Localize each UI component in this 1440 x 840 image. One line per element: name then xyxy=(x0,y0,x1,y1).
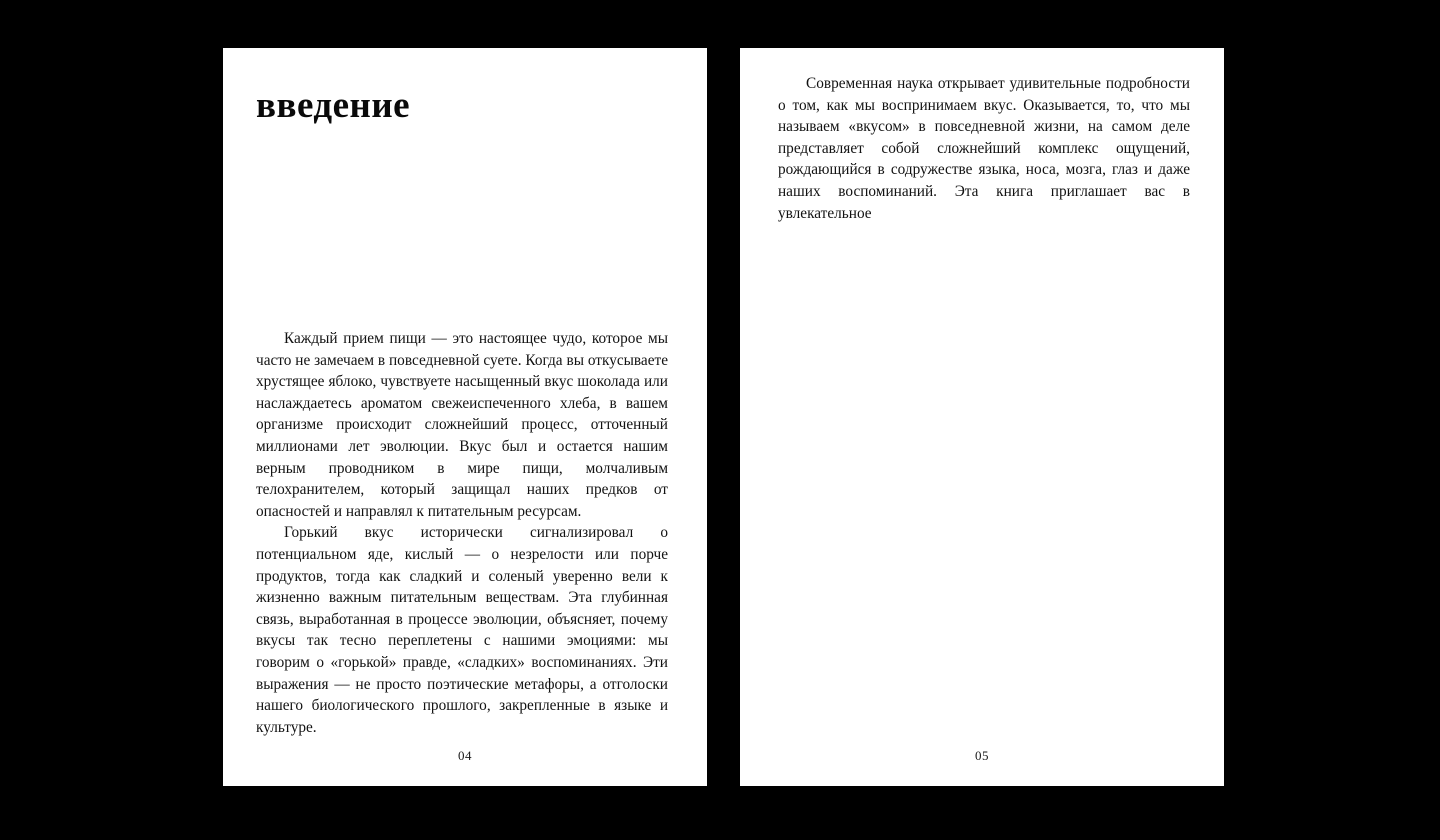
page-number-left: 04 xyxy=(458,748,472,763)
page-title: введение xyxy=(256,85,411,126)
left-page-body xyxy=(256,328,668,738)
paragraph: Современная наука открывает удивительные подробности о том, как мы воспринимаем вкус. Оказывается, то, что мы называем «вкусом» в повседневной жизни, на самом деле представляет собой сложнейший комплекс ощущений, рождающийся в содружестве языка, носа, мозга, глаз и даже наших воспоминаний. Эта книга приглашает вас в увлекательное xyxy=(778,75,1190,222)
left-page xyxy=(223,48,707,786)
paragraph: Горький вкус исторически сигнализировал о потенциальном яде, кислый — о незрелости или порче продуктов, тогда как сладкий и соленый уверенно вели к жизненно важным питательным веществам. Эта глубинная связь, выработанная в процессе эволюции, объясняет, почему вкусы так тесно переплетены с нашими эмоциями: мы говорим о «горькой» правде, «сладких» воспоминаниях. Эти выражения — не просто поэтические метафоры, а отголоски нашего биологического прошлого, закрепленные в языке и культуре. xyxy=(256,524,668,736)
left-page-content xyxy=(223,48,707,786)
right-page-body xyxy=(778,73,1190,224)
page-number-right: 05 xyxy=(975,748,989,763)
right-page xyxy=(740,48,1224,786)
right-page-content xyxy=(740,48,1224,786)
paragraph: Каждый прием пищи — это настоящее чудо, которое мы часто не замечаем в повседневной суете. Когда вы откусываете хрустящее яблоко, чувствуете насыщенный вкус шоколада или наслаждаетесь ароматом свежеиспеченного хлеба, в вашем организме происходит сложнейший процесс, отточенный миллионами лет эволюции. Вкус был и остается нашим верным проводником в мире пищи, молчаливым телохранителем, который защищал наших предков от опасностей и направлял к питательным ресурсам. xyxy=(256,330,668,520)
